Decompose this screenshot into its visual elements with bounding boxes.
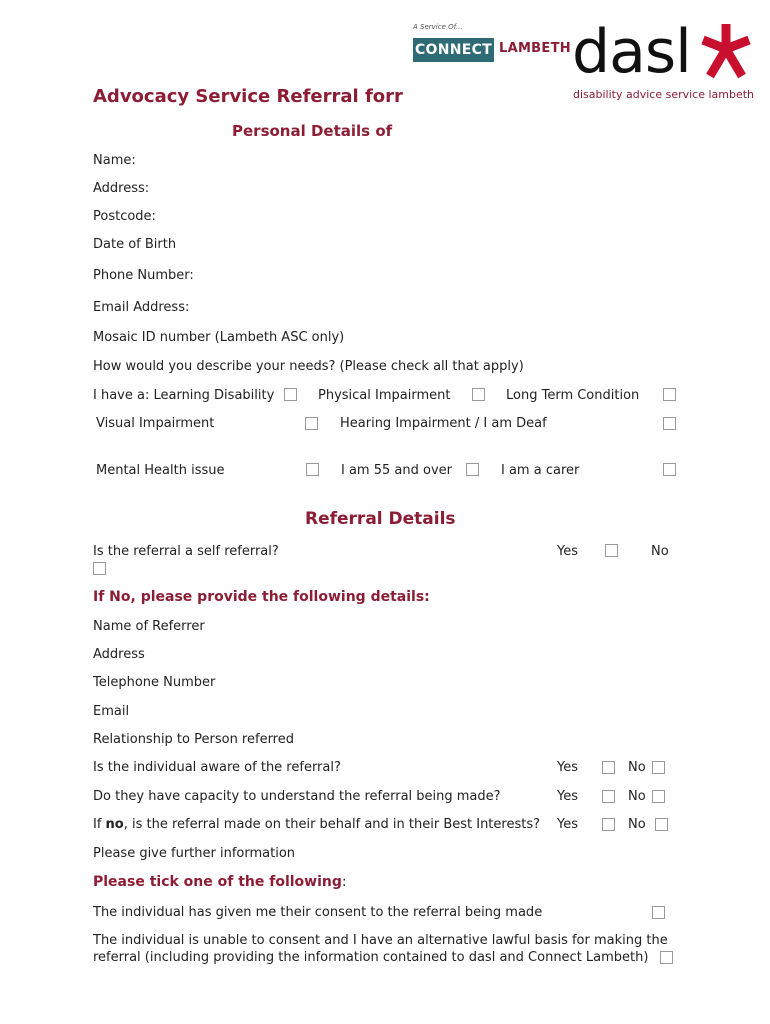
- tick-heading-colon: :: [341, 874, 347, 890]
- need-carer-label: I am a carer: [501, 463, 580, 478]
- self-referral-yes-checkbox[interactable]: [605, 544, 618, 557]
- need-physical-label: Physical Impairment: [318, 388, 451, 403]
- aware-yes-checkbox[interactable]: [602, 761, 615, 774]
- personal-details-heading: Personal Details of: [232, 122, 393, 140]
- need-mental-label: Mental Health issue: [96, 463, 225, 478]
- unable-option-line1: The individual is unable to consent and I have an alternative lawful basis for making the: [93, 933, 668, 948]
- relationship-label: Relationship to Person referred: [93, 732, 294, 747]
- tick-heading-text: Please tick one of the following: [93, 874, 342, 890]
- unable-option-checkbox[interactable]: [660, 951, 673, 964]
- if-no-heading: If No, please provide the following details:: [93, 589, 430, 605]
- need-hearing-checkbox[interactable]: [663, 417, 676, 430]
- consent-option-checkbox[interactable]: [652, 906, 665, 919]
- behalf-no-bold: no: [105, 817, 124, 832]
- behalf-prefix: If: [93, 817, 106, 832]
- self-referral-no-checkbox[interactable]: [93, 562, 106, 575]
- dasl-subtitle: disability advice service lambeth: [573, 88, 755, 101]
- asterisk-logo-icon: [699, 22, 753, 80]
- need-physical-checkbox[interactable]: [472, 388, 485, 401]
- mosaic-id-label: Mosaic ID number (Lambeth ASC only): [93, 330, 345, 345]
- behalf-rest: , is the referral made on their behalf and in their Best Interests?: [123, 817, 541, 832]
- self-referral-no-label: No: [651, 544, 669, 559]
- need-age-label: I am 55 and over: [341, 463, 452, 478]
- postcode-label: Postcode:: [93, 209, 156, 224]
- connect-lambeth-word: LAMBETH: [499, 41, 571, 56]
- consent-option-label: The individual has given me their consent to the referral being made: [93, 905, 543, 920]
- aware-no-checkbox[interactable]: [652, 761, 665, 774]
- need-age-checkbox[interactable]: [466, 463, 479, 476]
- name-label: Name:: [93, 153, 136, 168]
- behalf-no-checkbox[interactable]: [655, 818, 668, 831]
- aware-no-label: No: [628, 760, 646, 775]
- tick-heading: [93, 874, 347, 890]
- capacity-yes-label: Yes: [557, 789, 578, 804]
- need-visual-label: Visual Impairment: [96, 416, 215, 431]
- address-label: Address:: [93, 181, 150, 196]
- need-hearing-label: Hearing Impairment / I am Deaf: [340, 416, 547, 431]
- need-mental-checkbox[interactable]: [306, 463, 319, 476]
- self-referral-yes-label: Yes: [557, 544, 578, 559]
- unable-option-line2: referral (including providing the information contained to dasl and Connect Lambeth): [93, 950, 649, 965]
- referrer-telephone-label: Telephone Number: [93, 675, 216, 690]
- dasl-logo: dasl: [572, 17, 691, 87]
- behalf-no-label: No: [628, 817, 646, 832]
- behalf-yes-label: Yes: [557, 817, 578, 832]
- behalf-question: [93, 817, 540, 832]
- self-referral-question: Is the referral a self referral?: [93, 544, 279, 559]
- capacity-no-checkbox[interactable]: [652, 790, 665, 803]
- referrer-address-label: Address: [93, 647, 145, 662]
- form-title: Advocacy Service Referral forr: [93, 86, 403, 107]
- need-learning-label: I have a: Learning Disability: [93, 388, 275, 403]
- needs-question: How would you describe your needs? (Please check all that apply): [93, 359, 524, 374]
- need-carer-checkbox[interactable]: [663, 463, 676, 476]
- referrer-name-label: Name of Referrer: [93, 619, 205, 634]
- aware-question: Is the individual aware of the referral?: [93, 760, 341, 775]
- referral-details-heading: Referral Details: [305, 509, 456, 529]
- connect-logo-badge: CONNECT: [413, 38, 494, 62]
- need-learning-checkbox[interactable]: [284, 388, 297, 401]
- need-visual-checkbox[interactable]: [305, 417, 318, 430]
- dob-label: Date of Birth: [93, 237, 177, 252]
- capacity-yes-checkbox[interactable]: [602, 790, 615, 803]
- behalf-yes-checkbox[interactable]: [602, 818, 615, 831]
- phone-label: Phone Number:: [93, 268, 194, 283]
- aware-yes-label: Yes: [557, 760, 578, 775]
- need-long-term-label: Long Term Condition: [506, 388, 640, 403]
- connect-lambeth-tagline: A Service Of...: [413, 23, 463, 31]
- capacity-question: Do they have capacity to understand the referral being made?: [93, 789, 501, 804]
- further-info-label: Please give further information: [93, 846, 296, 861]
- need-long-term-checkbox[interactable]: [663, 388, 676, 401]
- capacity-no-label: No: [628, 789, 646, 804]
- email-label: Email Address:: [93, 300, 190, 315]
- referrer-email-label: Email: [93, 704, 130, 719]
